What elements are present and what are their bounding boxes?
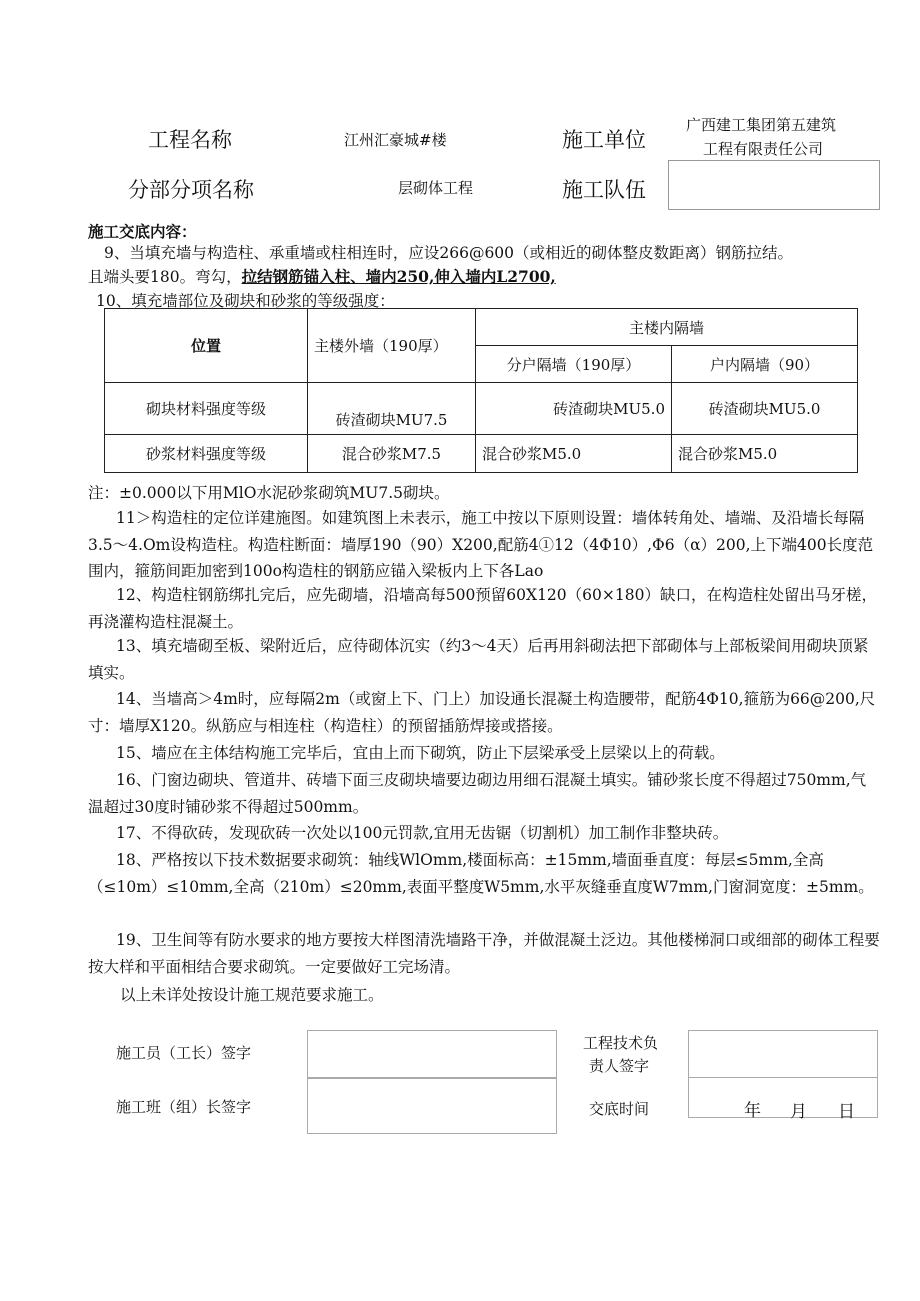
row1-label: 砌块材料强度等级 bbox=[105, 383, 308, 435]
row2-household: 混合砂浆M5.0 bbox=[476, 435, 672, 473]
construction-unit-value-line1: 广西建工集团第五建筑 bbox=[686, 116, 837, 134]
item-17: 17、不得砍砖，发现砍砖一次处以100元罚款,宜用无齿锯（切割机）加工制作非整块砖。 bbox=[116, 824, 729, 842]
th-inner-wall: 主楼内隔墙 bbox=[476, 309, 858, 346]
row2-label: 砂浆材料强度等级 bbox=[105, 435, 308, 473]
item-15: 15、墙应在主体结构施工完毕后，宜由上而下砌筑，防止下层梁承受上层梁以上的荷载。 bbox=[116, 744, 725, 762]
row1-outer: 砖渣砌块MU7.5 bbox=[308, 383, 476, 435]
team-leader-sign-label: 施工班（组）长签字 bbox=[116, 1098, 252, 1116]
grade-table bbox=[104, 308, 858, 473]
team-leader-sign-box[interactable] bbox=[307, 1078, 557, 1134]
item-14: 14、当墙高＞4m时，应每隔2m（或窗上下、门上）加设通长混凝土构造腰带，配筋4Φ10,箍筋为66@200,尺寸：墙厚X120。纵筋应与相连柱（构造柱）的预留插筋焊接或搭接。 bbox=[88, 690, 876, 735]
date-year: 年 bbox=[744, 1101, 761, 1121]
th-household-wall: 分户隔墙（190厚） bbox=[476, 346, 672, 383]
row2-indoor: 混合砂浆M5.0 bbox=[672, 435, 858, 473]
th-outer-wall: 主楼外墙（190厚） bbox=[308, 309, 476, 383]
item-16: 16、门窗边砌块、管道井、砖墙下面三皮砌块墙要边砌边用细石混凝土填实。铺砂浆长度不得超过750mm,气温超过30度时铺砂浆不得超过500mm。 bbox=[88, 771, 867, 816]
item-12: 12、构造柱钢筋绑扎完后，应先砌墙，沿墙高每500预留60X120（60×180）缺口，在构造柱处留出马牙槎，再浇灌构造柱混凝土。 bbox=[88, 586, 877, 631]
tech-lead-label-line1: 工程技术负 bbox=[583, 1034, 659, 1052]
date-month: 月 bbox=[790, 1102, 807, 1122]
construction-unit-value-line2: 工程有限责任公司 bbox=[703, 140, 824, 158]
closing-note: 以上未详处按设计施工规范要求施工。 bbox=[120, 986, 384, 1004]
project-name-label: 工程名称 bbox=[148, 128, 232, 152]
team-label: 施工队伍 bbox=[562, 178, 646, 202]
row2-outer: 混合砂浆M7.5 bbox=[308, 435, 476, 473]
tech-lead-label-line2: 责人签字 bbox=[589, 1057, 650, 1075]
worker-sign-label: 施工员（工长）签字 bbox=[116, 1044, 252, 1062]
item-9-line2-plain: 且端头要180。弯勾， bbox=[88, 268, 242, 286]
row1-indoor: 砖渣砌块MU5.0 bbox=[672, 383, 858, 435]
item-13: 13、填充墙砌至板、梁附近后，应待砌体沉实（约3～4天）后再用斜砌法把下部砌体与上部板梁间用砌块顶紧填实。 bbox=[88, 637, 869, 682]
item-9-line1: 9、当填充墙与构造柱、承重墙或柱相连时，应设266@600（或相近的砌体整皮数距离）钢筋拉结。 bbox=[104, 244, 794, 262]
subdivision-label: 分部分项名称 bbox=[128, 178, 254, 202]
date-label: 交底时间 bbox=[589, 1100, 650, 1118]
worker-sign-box[interactable] bbox=[307, 1030, 557, 1078]
date-day: 日 bbox=[838, 1102, 855, 1122]
row1-household: 砖渣砌块MU5.0 bbox=[476, 383, 672, 435]
item-18: 18、严格按以下技术数据要求砌筑：轴线WlOmm,楼面标高：±15mm,墙面垂直度：每层≤5mm,全高（≤10m）≤10mm,全高（210m）≤20mm,表面平整度W5mm,水平灰缝垂直度W7mm,门窗洞宽度：±5mm。 bbox=[88, 851, 874, 896]
th-indoor-wall: 户内隔墙（90） bbox=[672, 346, 858, 383]
subdivision-value: 层砌体工程 bbox=[398, 179, 474, 197]
item-9-line2 bbox=[88, 264, 556, 290]
item-9-line2-bold: 拉结钢筋锚入柱、墙内250,伸入墙内L2700, bbox=[241, 267, 556, 286]
project-name-value: 江州汇豪城#楼 bbox=[344, 131, 447, 149]
th-position: 位置 bbox=[105, 309, 308, 383]
item-10: 10、填充墙部位及砌块和砂浆的等级强度： bbox=[96, 292, 395, 310]
item-11: 11＞构造柱的定位详建施图。如建筑图上未表示，施工中按以下原则设置：墙体转角处、墙端、及沿墙长每隔3.5～4.Om设构造柱。构造柱断面：墙厚190（90）X200,配筋4①12（4Φ10）,Φ6（α）200,上下端400长度范围内，箍筋间距加密到100o构造柱的钢筋应锚入梁板内上下各Lao bbox=[88, 509, 874, 580]
tech-lead-sign-box[interactable] bbox=[688, 1030, 878, 1078]
item-19: 19、卫生间等有防水要求的地方要按大样图清洗墙路干净，并做混凝土泛边。其他楼梯洞口或细部的砌体工程要按大样和平面相结合要求砌筑。一定要做好工完场清。 bbox=[88, 931, 880, 976]
section-title: 施工交底内容： bbox=[88, 222, 197, 241]
team-value-box[interactable] bbox=[668, 160, 880, 210]
construction-unit-label: 施工单位 bbox=[562, 128, 646, 152]
note: 注：±0.000以下用MlO水泥砂浆砌筑MU7.5砌块。 bbox=[88, 484, 450, 502]
